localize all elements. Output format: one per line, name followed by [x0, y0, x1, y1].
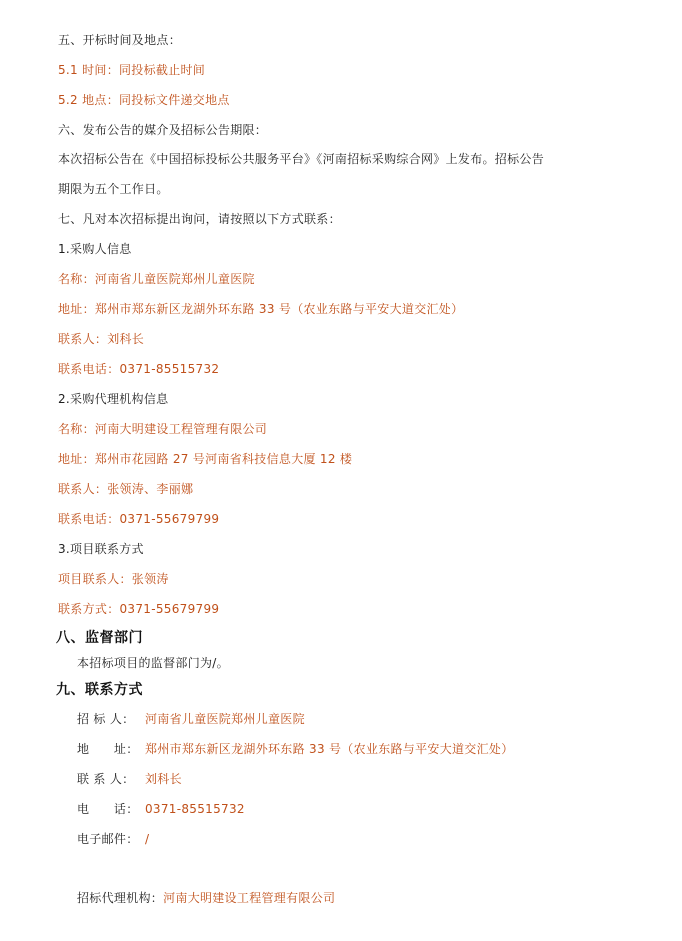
section-6-body-line-2: 期限为五个工作日。 — [58, 182, 169, 196]
contact-person-value: 刘科长 — [145, 772, 182, 786]
agency-info-title: 2.采购代理机构信息 — [58, 392, 169, 406]
agency-phone: 联系电话：0371-55679799 — [58, 512, 220, 526]
contact-agency-value: 河南大明建设工程管理有限公司 — [163, 891, 336, 905]
contact-email-label: 电子邮件： — [77, 832, 139, 846]
agency-contact: 联系人：张领涛、李丽娜 — [58, 482, 194, 496]
purchaser-name: 名称：河南省儿童医院郑州儿童医院 — [58, 272, 255, 286]
contact-email-value: / — [145, 832, 150, 846]
contact-address-value: 郑州市郑东新区龙湖外环东路 33 号（农业东路与平安大道交汇处） — [145, 742, 514, 756]
contact-person-row — [77, 772, 182, 786]
contact-tenderer-row — [77, 712, 305, 726]
contact-phone-value: 0371-85515732 — [145, 802, 245, 816]
section-5-title: 五、开标时间及地点： — [58, 33, 182, 47]
contact-tenderer-label: 招 标 人： — [77, 712, 135, 726]
section-6-title: 六、发布公告的媒介及招标公告期限： — [58, 123, 268, 137]
purchaser-address: 地址：郑州市郑东新区龙湖外环东路 33 号（农业东路与平安大道交汇处） — [58, 302, 464, 316]
project-contact-phone: 联系方式：0371-55679799 — [58, 602, 220, 616]
section-8-heading: 八、监督部门 — [56, 630, 143, 646]
contact-tenderer-value: 河南省儿童医院郑州儿童医院 — [145, 712, 305, 726]
contact-person-label: 联 系 人： — [77, 772, 135, 786]
section-9-heading: 九、联系方式 — [56, 682, 143, 698]
agency-address: 地址：郑州市花园路 27 号河南省科技信息大厦 12 楼 — [58, 452, 353, 466]
contact-phone-label: 电 话： — [77, 802, 139, 816]
project-contact-title: 3.项目联系方式 — [58, 542, 144, 556]
purchaser-contact: 联系人：刘科长 — [58, 332, 145, 346]
agency-name: 名称：河南大明建设工程管理有限公司 — [58, 422, 268, 436]
contact-address-label: 地 址： — [77, 742, 139, 756]
contact-address-row — [77, 742, 514, 756]
section-7-title: 七、凡对本次招标提出询问，请按照以下方式联系： — [58, 212, 341, 226]
contact-phone-row — [77, 802, 245, 816]
contact-email-row — [77, 832, 149, 846]
project-contact-person: 项目联系人：张领涛 — [58, 572, 169, 586]
section-8-body: 本招标项目的监督部门为/。 — [77, 656, 229, 670]
section-5-2-location: 5.2 地点：同投标文件递交地点 — [58, 93, 230, 107]
section-5-1-time: 5.1 时间：同投标截止时间 — [58, 63, 206, 77]
section-6-body-line-1: 本次招标公告在《中国招标投标公共服务平台》《河南招标采购综合网》上发布。招标公告 — [58, 152, 545, 166]
contact-agency-label: 招标代理机构： — [77, 891, 164, 905]
purchaser-info-title: 1.采购人信息 — [58, 242, 132, 256]
contact-agency-row — [77, 891, 335, 905]
purchaser-phone: 联系电话：0371-85515732 — [58, 362, 220, 376]
